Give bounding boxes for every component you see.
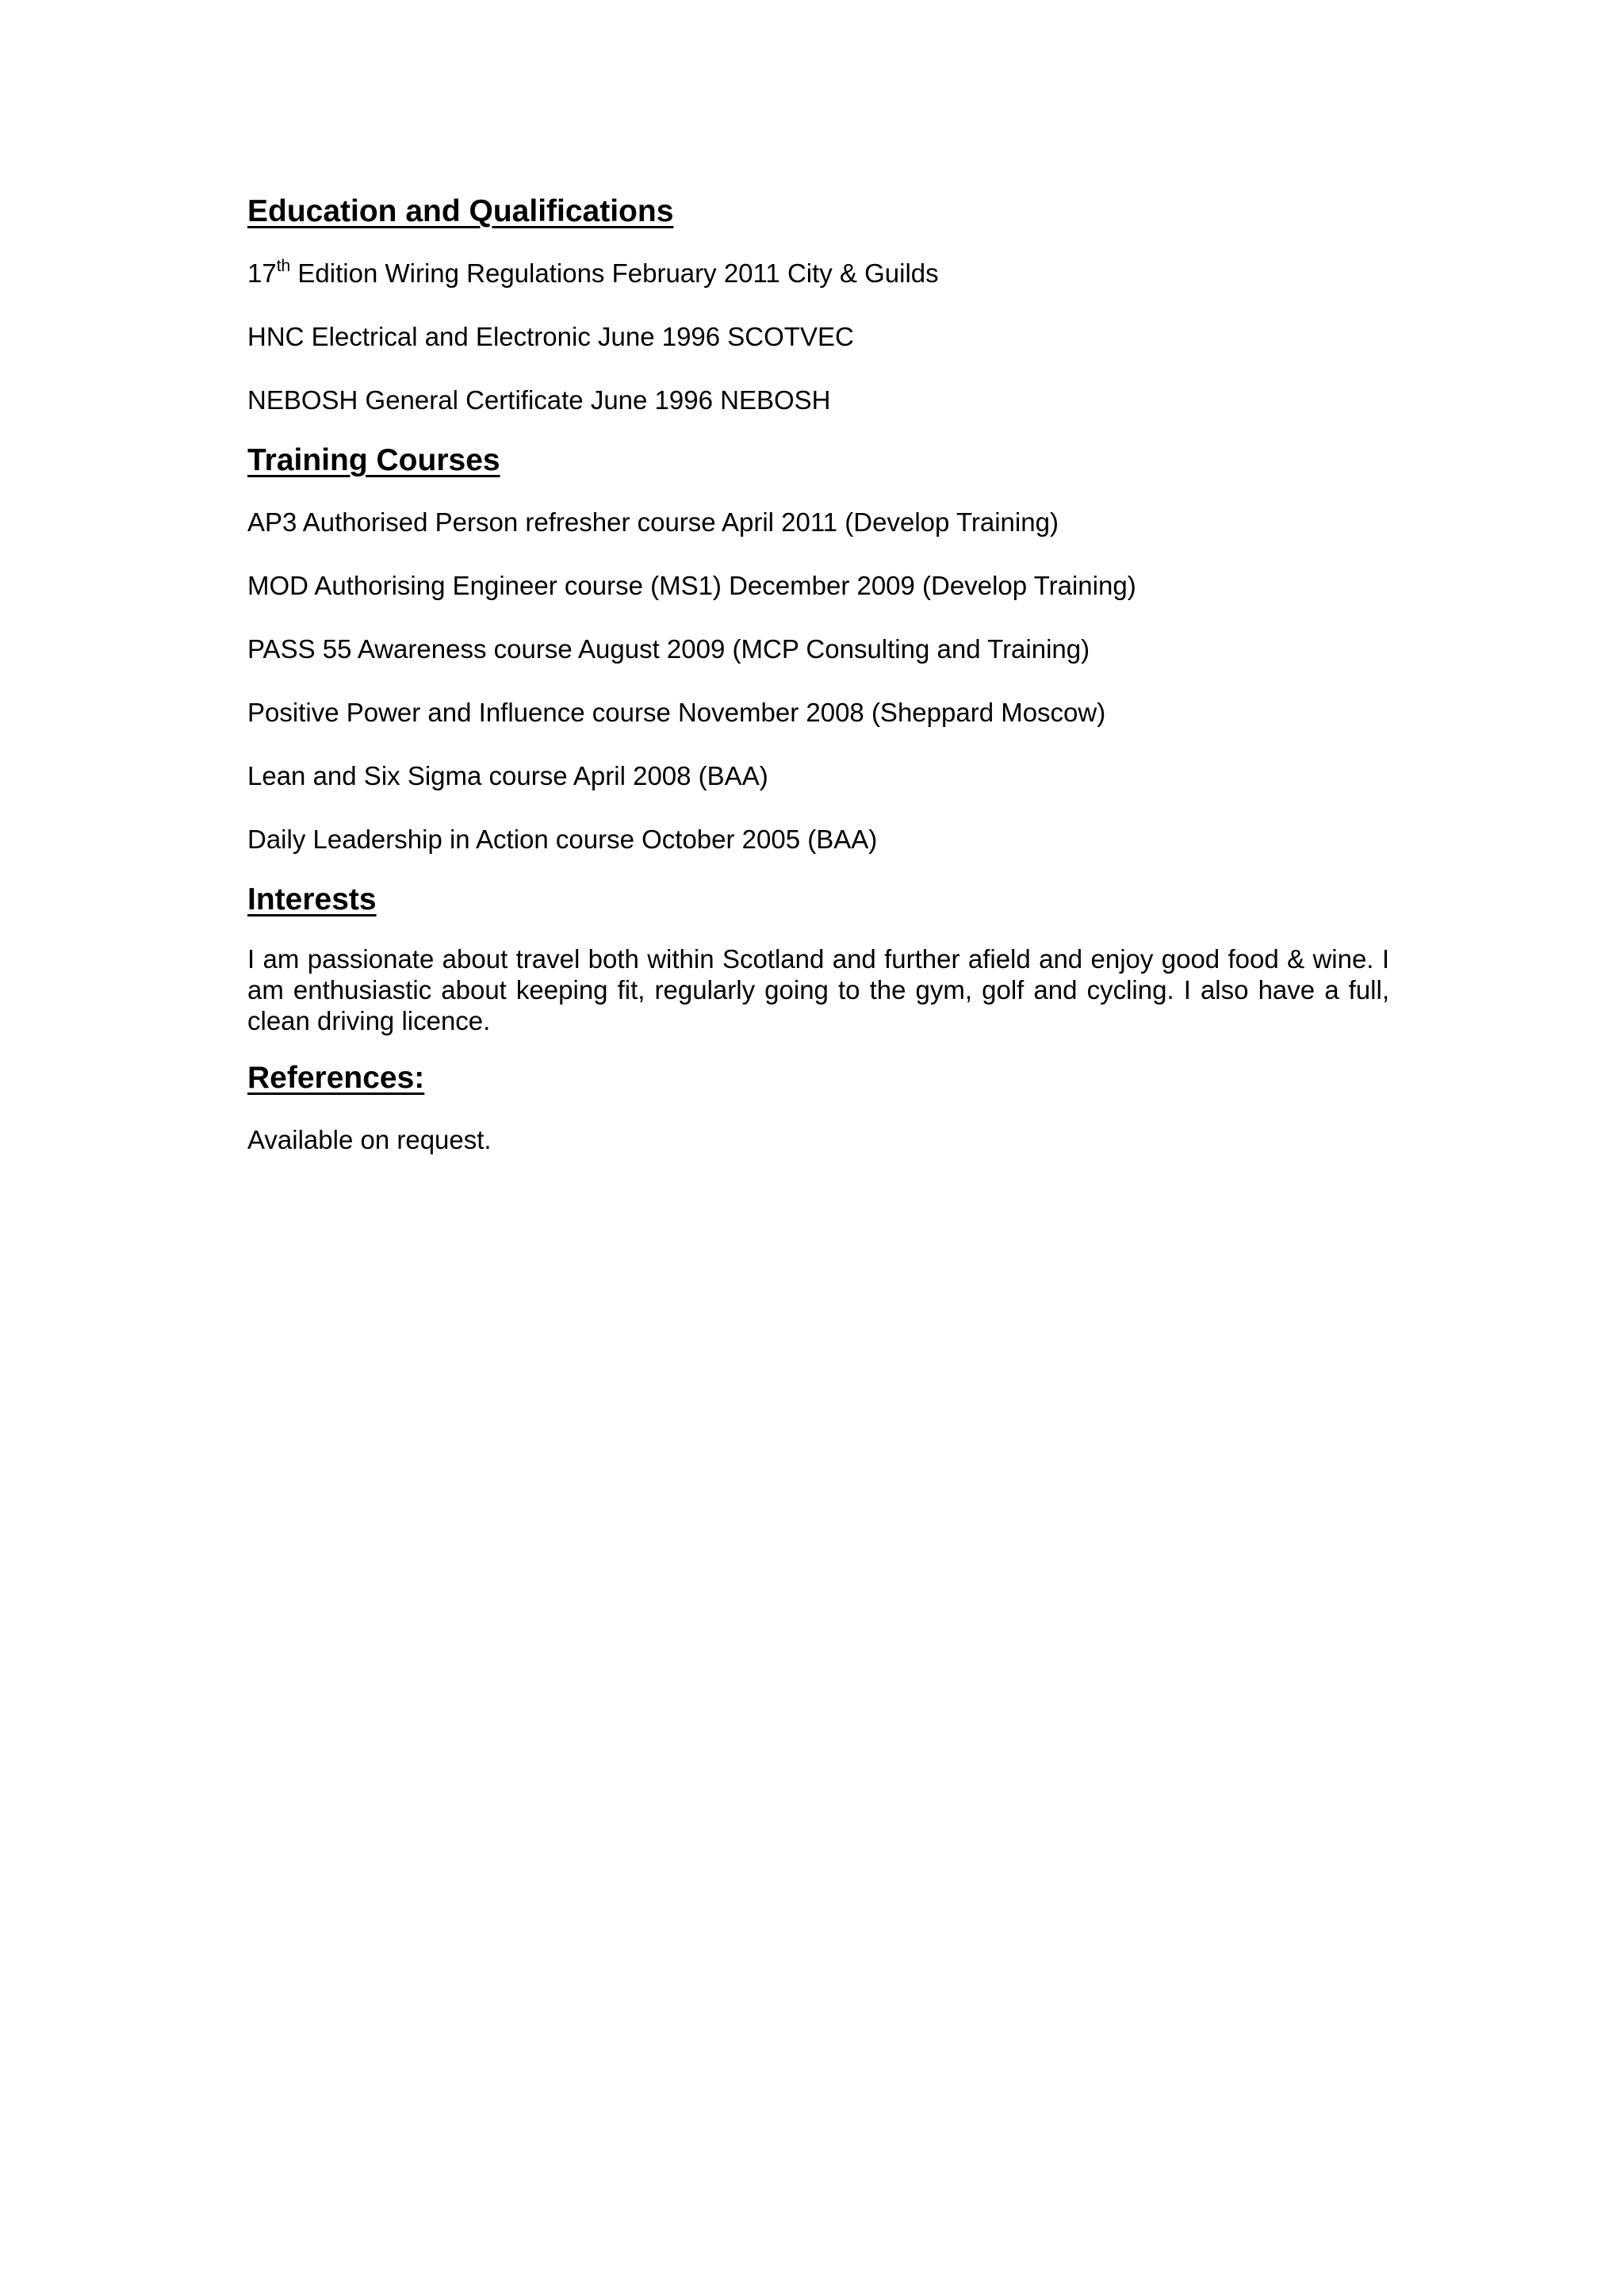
training-item-1: AP3 Authorised Person refresher course April 2011 (Develop Training) (247, 507, 1059, 537)
education-item-2: HNC Electrical and Electronic June 1996 SCOTVEC (247, 322, 854, 351)
training-item-2: MOD Authorising Engineer course (MS1) December 2009 (Develop Training) (247, 571, 1136, 600)
training-item-5: Lean and Six Sigma course April 2008 (BAA) (247, 761, 768, 790)
training-item-6: Daily Leadership in Action course October 2005 (BAA) (247, 825, 878, 854)
references-text: Available on request. (247, 1125, 492, 1154)
training-heading: Training Courses (247, 443, 500, 477)
page-content (247, 189, 1389, 1158)
interests-heading: Interests (247, 882, 377, 916)
education-item-1-text: Edition Wiring Regulations February 2011 City & Guilds (290, 258, 939, 288)
training-item-4: Positive Power and Influence course November 2008 (Sheppard Moscow) (247, 698, 1106, 727)
education-item-1 (247, 255, 1389, 292)
training-item-3: PASS 55 Awareness course August 2009 (MCP Consulting and Training) (247, 634, 1090, 664)
education-heading: Education and Qualifications (247, 194, 674, 228)
interests-paragraph: I am passionate about travel both within Scotland and further afield and enjoy good food & wine. I am enthusiastic about keeping fit, regularly going to the gym, golf and cycling. I also have a full, clean driving licence. (247, 944, 1389, 1035)
education-item-1-superscript: th (276, 257, 291, 275)
education-item-1-number: 17 (247, 258, 277, 288)
references-heading: References: (247, 1061, 425, 1095)
education-item-3: NEBOSH General Certificate June 1996 NEBOSH (247, 385, 831, 415)
